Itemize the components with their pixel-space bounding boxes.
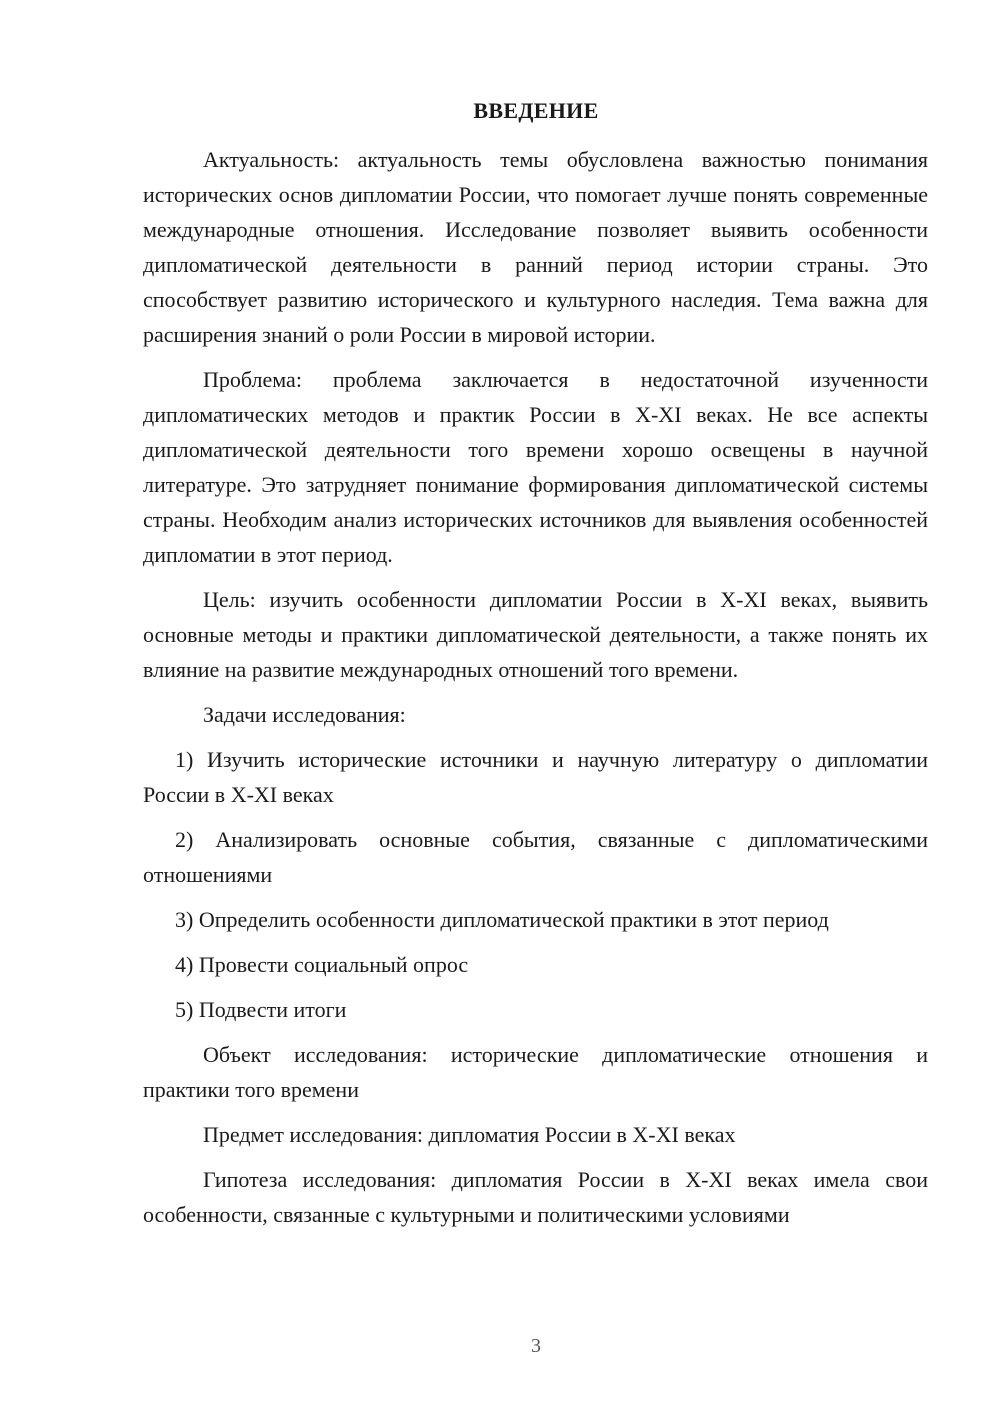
paragraph-problem: Проблема: проблема заключается в недостаточной изученности дипломатических методов и практик России в X-XI веках. Не все аспекты дипломатической деятельности того времени хорошо освещены в научной литературе. Это затрудняет понимание формирования дипломатической системы страны. Необходим анализ исторических источников для выявления особенностей дипломатии в этот период.	[143, 367, 928, 567]
list-item: 5) Подвести итоги	[175, 997, 347, 1022]
list-item: 1) Изучить исторические источники и научную литературу о дипломатии России в X-XI веках	[143, 747, 928, 807]
paragraph-goal: Цель: изучить особенности дипломатии России в X-XI веках, выявить основные методы и практики дипломатической деятельности, а также понять их влияние на развитие международных отношений того времени.	[143, 587, 928, 682]
paragraph-hypothesis: Гипотеза исследования: дипломатия России в X-XI веках имела свои особенности, связанные с культурными и политическими условиями	[143, 1167, 928, 1227]
tasks-heading: Задачи исследования:	[203, 702, 406, 727]
paragraph-subject: Предмет исследования: дипломатия России в X-XI веках	[203, 1122, 736, 1147]
list-item: 2) Анализировать основные события, связанные с дипломатическими отношениями	[143, 827, 928, 887]
list-item: 4) Провести социальный опрос	[175, 952, 469, 977]
list-item: 3) Определить особенности дипломатической практики в этот период	[175, 907, 829, 932]
paragraph-object: Объект исследования: исторические дипломатические отношения и практики того времени	[143, 1042, 928, 1102]
page-number: 3	[531, 1335, 541, 1357]
document-body	[143, 142, 928, 1242]
tasks-list	[143, 742, 928, 1027]
section-title: ВВЕДЕНИЕ	[473, 98, 599, 123]
paragraph-relevance: Актуальность: актуальность темы обусловлена важностью понимания исторических основ дипломатии России, что помогает лучше понять современные международные отношения. Исследование позволяет выявить особенности дипломатической деятельности в ранний период истории страны. Это способствует развитию исторического и культурного наследия. Тема важна для расширения знаний о роли России в мировой истории.	[143, 147, 928, 347]
